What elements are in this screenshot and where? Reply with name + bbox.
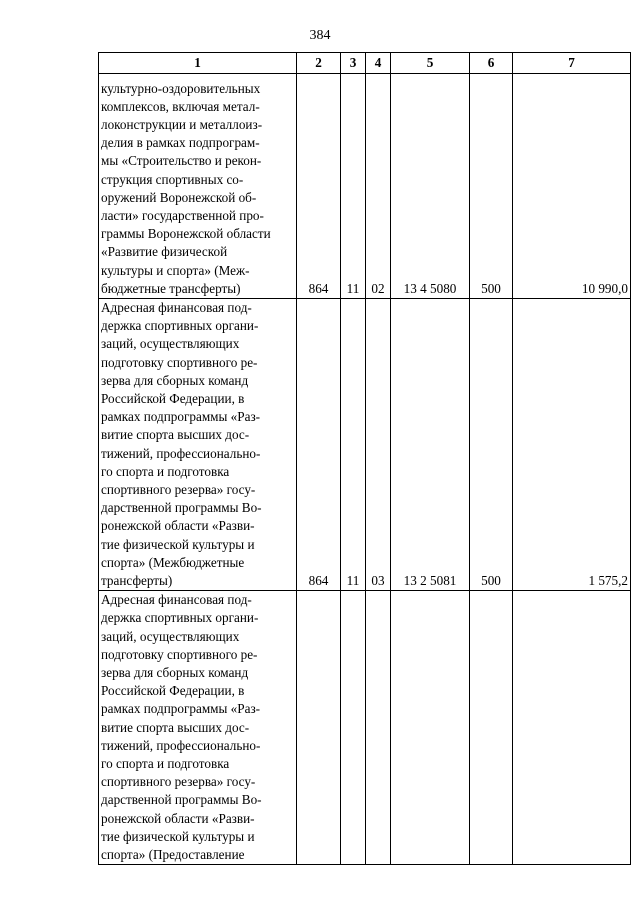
header-col-1: 1	[99, 53, 297, 74]
amount: 10 990,0	[513, 74, 631, 299]
expense-type-code: 500	[470, 74, 513, 299]
header-col-6: 6	[470, 53, 513, 74]
header-col-5: 5	[391, 53, 470, 74]
description-line: го спорта и подготовка	[101, 463, 230, 479]
description-line: тие физической культуры и	[101, 536, 255, 552]
description-line: оружений Воронежской об-	[101, 189, 257, 205]
subsection-code: 02	[366, 74, 391, 299]
description-line: спортивного резерва» госу-	[101, 774, 256, 790]
description-line: мы «Строительство и рекон-	[101, 153, 262, 169]
header-col-7: 7	[513, 53, 631, 74]
description-line: рамках подпрограммы «Раз-	[101, 701, 261, 717]
table-row	[99, 591, 631, 865]
table-row	[99, 74, 631, 299]
description-line: подготовку спортивного ре-	[101, 646, 258, 662]
description-line: делия в рамках подпрограм-	[101, 135, 260, 151]
subsection-code: 03	[366, 299, 391, 591]
description-line: подготовку спортивного ре-	[101, 354, 258, 370]
description-line: ронежской области «Разви-	[101, 518, 255, 534]
description-line: дарственной программы Во-	[101, 500, 262, 516]
description-line: трансферты)	[101, 573, 173, 589]
description-line: граммы Воронежской области	[101, 226, 271, 242]
description-line: го спорта и подготовка	[101, 756, 230, 772]
description-line: Российской Федерации, в	[101, 391, 245, 407]
description-line: заций, осуществляющих	[101, 628, 240, 644]
header-col-2: 2	[297, 53, 341, 74]
row-description	[99, 591, 297, 865]
section-code: 11	[341, 299, 366, 591]
expense-type-code: 500	[470, 299, 513, 591]
description-line: струкция спортивных со-	[101, 171, 244, 187]
row-description	[99, 299, 297, 591]
description-line: комплексов, включая метал-	[101, 98, 260, 114]
description-line: тижений, профессионально-	[101, 445, 261, 461]
description-line: держка спортивных органи-	[101, 610, 259, 626]
description-line: ласти» государственной про-	[101, 207, 264, 223]
target-article-code: 13 4 5080	[391, 74, 470, 299]
header-col-4: 4	[366, 53, 391, 74]
subsection-code	[366, 591, 391, 865]
table-row	[99, 299, 631, 591]
amount	[513, 591, 631, 865]
table-header-row	[99, 53, 631, 74]
description-line: ронежской области «Разви-	[101, 810, 255, 826]
description-line: зерва для сборных команд	[101, 665, 249, 681]
description-line: спорта» (Предоставление	[101, 847, 245, 863]
description-line: тижений, профессионально-	[101, 737, 261, 753]
description-line: Адресная финансовая под-	[101, 300, 252, 315]
description-line: заций, осуществляющих	[101, 336, 240, 352]
header-col-3: 3	[341, 53, 366, 74]
ministry-code: 864	[297, 299, 341, 591]
description-line: бюджетные трансферты)	[101, 280, 241, 296]
budget-table	[98, 52, 631, 865]
description-line: «Развитие физической	[101, 244, 228, 260]
description-line: культуры и спорта» (Меж-	[101, 262, 250, 278]
ministry-code: 864	[297, 74, 341, 299]
description-line: спортивного резерва» госу-	[101, 482, 256, 498]
section-code: 11	[341, 74, 366, 299]
description-line: держка спортивных органи-	[101, 318, 259, 334]
description-line: тие физической культуры и	[101, 828, 255, 844]
target-article-code	[391, 591, 470, 865]
description-line: культурно-оздоровительных	[101, 80, 261, 96]
description-line: спорта» (Межбюджетные	[101, 554, 245, 570]
description-line: Адресная финансовая под-	[101, 592, 252, 608]
target-article-code: 13 2 5081	[391, 299, 470, 591]
description-line: витие спорта высших дос-	[101, 427, 250, 443]
description-line: дарственной программы Во-	[101, 792, 262, 808]
expense-type-code	[470, 591, 513, 865]
description-line: зерва для сборных команд	[101, 372, 249, 388]
page-number: 384	[309, 28, 331, 43]
description-line: Российской Федерации, в	[101, 683, 245, 699]
section-code	[341, 591, 366, 865]
amount: 1 575,2	[513, 299, 631, 591]
row-description	[99, 74, 297, 299]
description-line: рамках подпрограммы «Раз-	[101, 409, 261, 425]
description-line: локонструкции и металлоиз-	[101, 116, 263, 132]
description-line: витие спорта высших дос-	[101, 719, 250, 735]
ministry-code	[297, 591, 341, 865]
